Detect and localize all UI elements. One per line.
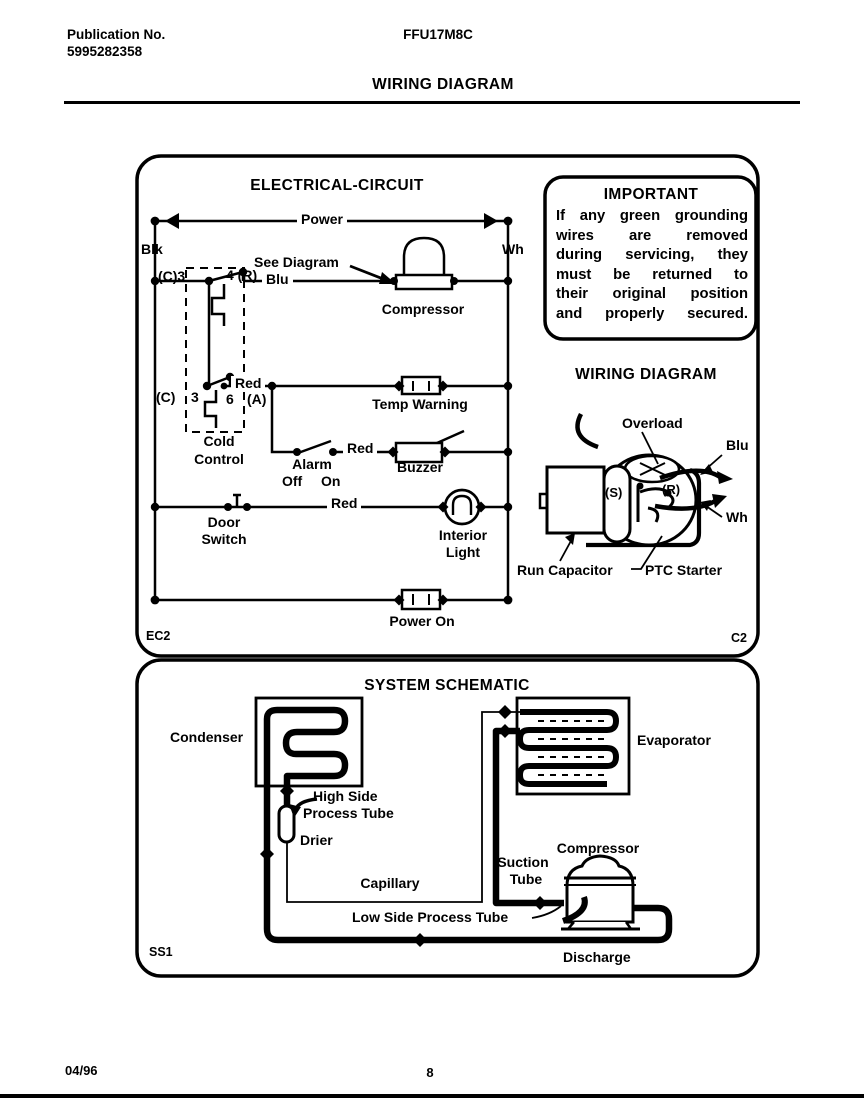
power-on-label: Power On — [389, 613, 455, 629]
low-side-process-tube-label: Low Side Process Tube — [352, 909, 509, 925]
publication-number: 5995282358 — [67, 44, 143, 59]
suction-tube-label-line1: Suction — [497, 854, 549, 870]
drier-label: Drier — [300, 832, 333, 848]
power-on-symbol — [402, 590, 440, 609]
circuit-code-left: EC2 — [146, 629, 171, 643]
red-wire-top-label: Red — [231, 376, 265, 391]
terminal-c3-label: (C)3 — [158, 268, 186, 284]
system-schematic-panel-border — [137, 660, 758, 976]
important-line: their original position — [556, 286, 748, 302]
important-line: must be returned to — [556, 266, 748, 283]
important-title: IMPORTANT — [603, 186, 699, 203]
run-capacitor-label: Run Capacitor — [517, 562, 613, 578]
door-switch-label-line1: Door — [207, 514, 241, 530]
footer-rule — [0, 1094, 864, 1098]
cold-control-label-line2: Control — [194, 451, 244, 467]
blk-wire-label: Blk — [141, 241, 163, 257]
power-label: Power — [297, 212, 347, 227]
s-terminal-label: (S) — [605, 485, 623, 500]
compressor-symbol — [396, 238, 452, 289]
temp-warning-label: Temp Warning — [372, 396, 468, 412]
terminal-c-label: (C) — [156, 389, 176, 405]
terminal-a-label: (A) — [247, 391, 267, 407]
important-note-text — [556, 207, 748, 324]
page-title: WIRING DIAGRAM — [372, 76, 514, 93]
evaporator-label: Evaporator — [637, 732, 711, 748]
terminal-3-label: 3 — [191, 389, 199, 405]
terminal-4r-label: 4 (R) — [226, 267, 258, 283]
temp-warning-symbol — [402, 377, 440, 394]
alarm-on-label: On — [321, 473, 341, 489]
system-schematic-title: SYSTEM SCHEMATIC — [364, 677, 530, 694]
compressor-label: Compressor — [381, 301, 465, 317]
cold-control-label-line1: Cold — [203, 433, 235, 449]
see-diagram-label: See Diagram — [254, 254, 339, 270]
important-line: during servicing, they — [556, 247, 748, 263]
footer-date: 04/96 — [65, 1063, 98, 1078]
important-line: If any green grounding — [556, 208, 748, 224]
red-wire-mid-label: Red — [343, 441, 377, 456]
blu-detail-label: Blu — [726, 437, 749, 453]
important-line: and properly secured. — [556, 305, 748, 322]
capillary-label: Capillary — [360, 875, 420, 891]
door-switch-label-line2: Switch — [201, 531, 247, 547]
suction-tube-label-line2: Tube — [509, 871, 543, 887]
terminal-6-label: 6 — [226, 391, 234, 407]
electrical-circuit-title: ELECTRICAL-CIRCUIT — [250, 177, 424, 194]
interior-light-label-line2: Light — [445, 544, 481, 560]
wh-wire-label: Wh — [502, 241, 524, 257]
discharge-label: Discharge — [563, 949, 631, 965]
buzzer-label: Buzzer — [397, 459, 443, 475]
header-rule — [64, 101, 800, 104]
blu-wire-label: Blu — [262, 272, 293, 287]
important-line: wires are removed — [556, 227, 748, 244]
interior-light-label-line1: Interior — [438, 527, 488, 543]
schematic-code: SS1 — [149, 945, 173, 959]
cold-control-dashed-box — [186, 268, 244, 432]
ptc-starter-label: PTC Starter — [645, 562, 723, 578]
red-wire-bottom-label: Red — [327, 496, 361, 511]
wiring-diagram-subtitle: WIRING DIAGRAM — [575, 366, 717, 383]
interior-light-symbol — [445, 490, 479, 524]
alarm-off-label: Off — [282, 473, 303, 489]
condenser-label: Condenser — [170, 729, 244, 745]
model-number: FFU17M8C — [403, 27, 473, 42]
wh-detail-label: Wh — [726, 509, 748, 525]
r-terminal-label: (R) — [662, 482, 681, 497]
high-side-label-line2: Process Tube — [303, 805, 394, 821]
high-side-label-line1: High Side — [313, 788, 378, 804]
schematic-compressor-label: Compressor — [556, 840, 640, 856]
hermetic-compressor-detail — [540, 414, 733, 569]
alarm-label: Alarm — [292, 456, 332, 472]
circuit-code-right: C2 — [731, 631, 747, 645]
overload-label: Overload — [622, 415, 683, 431]
footer-page-number: 8 — [426, 1065, 434, 1080]
publication-label: Publication No. — [67, 27, 166, 42]
